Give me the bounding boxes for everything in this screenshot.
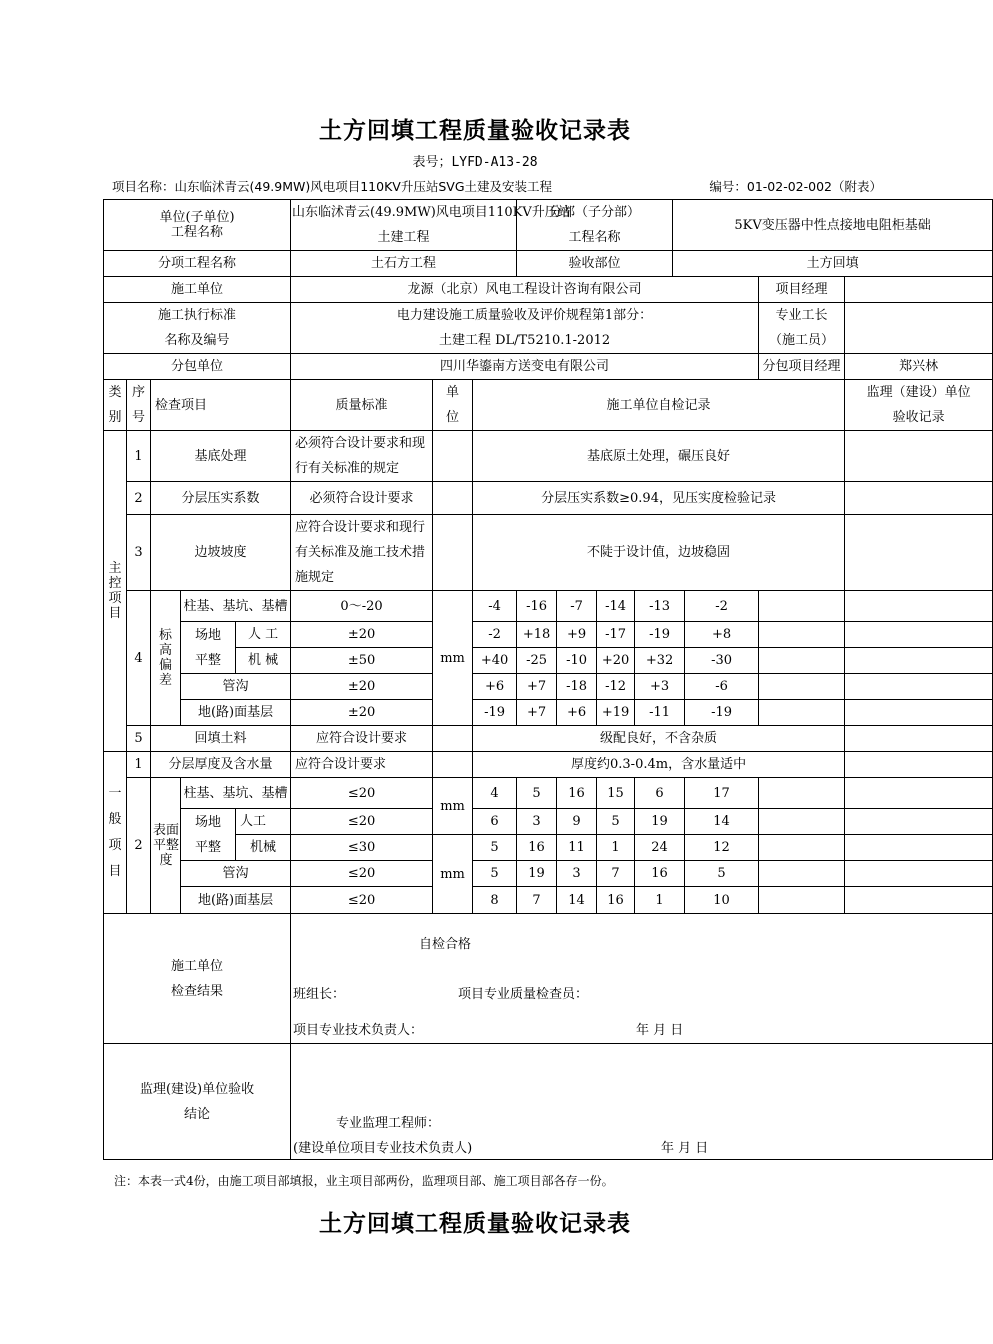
quality-inspector-label: 项目专业质量检查员： (458, 987, 589, 1002)
elev-val: +9 (557, 622, 597, 648)
flat-val: 6 (635, 778, 685, 809)
flat-val: 5 (473, 835, 517, 861)
main-std-3: 应符合设计要求和现行有关标准及施工技术措施规定 (291, 515, 433, 591)
flat-val: 19 (517, 861, 557, 887)
flat-val: 9 (557, 809, 597, 835)
main-row-2 (104, 482, 993, 515)
elev-name-2: 人 工 (236, 622, 291, 648)
elev-extra (759, 700, 845, 726)
elev-val: +6 (557, 700, 597, 726)
general-row-2d (104, 861, 993, 887)
flat-super-3 (845, 835, 993, 861)
flat-val: 1 (597, 835, 635, 861)
footnote: 注：本表一式4份，由施工项目部填报，业主项目部两份，监理项目部、施工项目部各存一份。 (114, 1174, 614, 1188)
elev-name-1: 柱基、基坑、基槽 (181, 591, 291, 622)
flat-val: 5 (685, 861, 759, 887)
flat-extra (759, 778, 845, 809)
flat-val: 17 (685, 778, 759, 809)
flatness-group-label: 表面平整度 (151, 778, 181, 914)
general-row-2b (104, 809, 993, 835)
elev-unit: mm (433, 591, 473, 726)
col-self-check: 施工单位自检记录 (473, 380, 845, 431)
flat-val: 4 (473, 778, 517, 809)
col-seq: 序 号 (127, 380, 151, 431)
elev-val: +20 (597, 648, 635, 674)
elev-val: -25 (517, 648, 557, 674)
self-check-result-label: 施工单位 检查结果 (104, 914, 291, 1044)
main-item-1: 基底处理 (151, 431, 291, 482)
elev-extra (759, 622, 845, 648)
elev-super-1 (845, 591, 993, 622)
sub-pm-label: 分包项目经理 (759, 354, 845, 380)
elev-val: +8 (685, 622, 759, 648)
flat-val: 14 (685, 809, 759, 835)
elev-super-5 (845, 700, 993, 726)
flat-val: 16 (517, 835, 557, 861)
main-unit-2 (433, 482, 473, 515)
elev-val: -19 (635, 622, 685, 648)
flat-val: 14 (557, 887, 597, 914)
accept-part-value: 土方回填 (673, 251, 993, 277)
flat-val: 8 (473, 887, 517, 914)
general-row-1 (104, 752, 993, 778)
flat-val: 10 (685, 887, 759, 914)
flat-name-1: 柱基、基坑、基槽 (181, 778, 291, 809)
contractor-value: 龙源（北京）风电工程设计咨询有限公司 (291, 277, 759, 303)
main-std-1: 必须符合设计要求和现行有关标准的规定 (291, 431, 433, 482)
main-seq-2: 2 (127, 482, 151, 515)
main-super-3 (845, 515, 993, 591)
division-name-label: 分部（子分部） 工程名称 (517, 200, 673, 251)
flat-extra (759, 835, 845, 861)
flat-val: 16 (635, 861, 685, 887)
elev-val: -2 (685, 591, 759, 622)
main-item-2: 分层压实系数 (151, 482, 291, 515)
elev-val: -10 (557, 648, 597, 674)
elev-val: -19 (473, 700, 517, 726)
elev-val: -7 (557, 591, 597, 622)
flat-val: 15 (597, 778, 635, 809)
flat-std-2: ≤20 (291, 809, 433, 835)
elev-super-4 (845, 674, 993, 700)
general-row-2c (104, 835, 993, 861)
elev-name-4: 管沟 (181, 674, 291, 700)
elev-val: +18 (517, 622, 557, 648)
flat-std-4: ≤20 (291, 861, 433, 887)
main-record-3: 不陡于设计值，边坡稳固 (473, 515, 845, 591)
inspection-form-table (103, 199, 993, 1160)
elev-std-2: ±20 (291, 622, 433, 648)
elev-val: +3 (635, 674, 685, 700)
flat-super-5 (845, 887, 993, 914)
main-unit-3 (433, 515, 473, 591)
elev-val: +40 (473, 648, 517, 674)
flat-val: 11 (557, 835, 597, 861)
general-unit-1 (433, 752, 473, 778)
main-super-2 (845, 482, 993, 515)
flat-name-3: 机械 (236, 835, 291, 861)
self-check-ok: 自检合格 (419, 937, 472, 952)
elev-val: -12 (597, 674, 635, 700)
elev-val: -13 (635, 591, 685, 622)
main-seq-1: 1 (127, 431, 151, 482)
project-manager-label: 项目经理 (759, 277, 845, 303)
owner-tech-lead-label: (建设单位项目专业技术负责人) (293, 1141, 473, 1156)
general-std-1: 应符合设计要求 (291, 752, 433, 778)
elev-val: -11 (635, 700, 685, 726)
elev-val: -14 (597, 591, 635, 622)
flat-extra (759, 887, 845, 914)
elev-name-5: 地(路)面基层 (181, 700, 291, 726)
elev-std-4: ±20 (291, 674, 433, 700)
project-manager-value (845, 277, 993, 303)
flat-val: 1 (635, 887, 685, 914)
elev-extra (759, 674, 845, 700)
standard-value: 电力建设施工质量验收及评价规程第1部分： 土建工程 DL/T5210.1-2012 (291, 303, 759, 354)
flat-super-2 (845, 809, 993, 835)
page-title: 土方回填工程质量验收记录表 (319, 118, 631, 144)
row-subitem (104, 251, 993, 277)
main-item-5: 回填土料 (151, 726, 291, 752)
flat-super-1 (845, 778, 993, 809)
col-item: 检查项目 (151, 380, 291, 431)
main-seq-4: 4 (127, 591, 151, 726)
main-unit-1 (433, 431, 473, 482)
conclusion-row (104, 1044, 993, 1160)
main-row-5 (104, 726, 993, 752)
foreman-value (845, 303, 993, 354)
main-std-2: 必须符合设计要求 (291, 482, 433, 515)
elev-val: -4 (473, 591, 517, 622)
document-number: 编号：01-02-02-002（附表） (709, 179, 882, 194)
sub-pm-value: 郑兴林 (845, 354, 993, 380)
col-unit: 单 位 (433, 380, 473, 431)
main-item-3: 边坡坡度 (151, 515, 291, 591)
flat-val: 19 (635, 809, 685, 835)
elev-extra (759, 648, 845, 674)
flat-unit-b: mm (433, 835, 473, 914)
main-seq-5: 5 (127, 726, 151, 752)
col-standard: 质量标准 (291, 380, 433, 431)
subitem-value: 土石方工程 (291, 251, 517, 277)
col-supervisor: 监理（建设）单位 验收记录 (845, 380, 993, 431)
conclusion-date: 年 月 日 (661, 1141, 709, 1156)
elev-std-3: ±50 (291, 648, 433, 674)
self-check-result-box (291, 914, 993, 1044)
result-date: 年 月 日 (636, 1023, 684, 1038)
general-category-label: 一般项目 (104, 752, 127, 914)
subcontractor-label: 分包单位 (104, 354, 291, 380)
flat-std-1: ≤20 (291, 778, 433, 809)
elev-val: +6 (473, 674, 517, 700)
elev-std-5: ±20 (291, 700, 433, 726)
main-row-4e (104, 700, 993, 726)
accept-part-label: 验收部位 (517, 251, 673, 277)
flat-std-3: ≤30 (291, 835, 433, 861)
flat-extra (759, 809, 845, 835)
standard-label: 施工执行标准 名称及编号 (104, 303, 291, 354)
elev-val: -6 (685, 674, 759, 700)
general-item-1: 分层厚度及含水量 (151, 752, 291, 778)
project-line (112, 177, 882, 195)
elev-val: +19 (597, 700, 635, 726)
main-row-3 (104, 515, 993, 591)
flat-val: 5 (517, 778, 557, 809)
flat-val: 16 (597, 887, 635, 914)
flat-val: 24 (635, 835, 685, 861)
main-row-4a (104, 591, 993, 622)
elev-name-3: 机 械 (236, 648, 291, 674)
flat-val: 7 (597, 861, 635, 887)
row-subcontractor (104, 354, 993, 380)
main-super-1 (845, 431, 993, 482)
repeat-title: 土方回填工程质量验收记录表 (319, 1211, 631, 1237)
column-header-row (104, 380, 993, 431)
general-row-2e (104, 887, 993, 914)
main-row-4c (104, 648, 993, 674)
form-code: 表号；LYFD-A13-28 (412, 155, 538, 170)
row-contractor (104, 277, 993, 303)
project-name: 项目名称：山东临沭青云(49.9MW)风电项目110KV升压站SVG土建及安装工程 (112, 179, 553, 194)
main-record-5: 级配良好，不含杂质 (473, 726, 845, 752)
flat-val: 6 (473, 809, 517, 835)
elev-val: -30 (685, 648, 759, 674)
flat-val: 5 (473, 861, 517, 887)
flat-std-5: ≤20 (291, 887, 433, 914)
row-standard (104, 303, 993, 354)
general-seq-2: 2 (127, 778, 151, 914)
row-unit-name (104, 200, 993, 251)
flat-unit-a: mm (433, 778, 473, 835)
conclusion-label: 监理(建设)单位验收 结论 (104, 1044, 291, 1160)
elev-val: -16 (517, 591, 557, 622)
unit-name-value: 山东临沭青云(49.9MW)风电项目110KV升压站 土建工程 (291, 200, 517, 251)
elev-std-1: 0～-20 (291, 591, 433, 622)
unit-name-label: 单位(子单位) 工程名称 (104, 200, 291, 251)
elev-val: -19 (685, 700, 759, 726)
elev-val: +7 (517, 700, 557, 726)
main-super-5 (845, 726, 993, 752)
elev-val: -2 (473, 622, 517, 648)
main-std-5: 应符合设计要求 (291, 726, 433, 752)
subcontractor-value: 四川华鎏南方送变电有限公司 (291, 354, 759, 380)
flat-name-4: 管沟 (181, 861, 291, 887)
elev-super-2 (845, 622, 993, 648)
general-record-1: 厚度约0.3-0.4m，含水量适中 (473, 752, 845, 778)
flat-name-5: 地(路)面基层 (181, 887, 291, 914)
general-super-1 (845, 752, 993, 778)
flat-val: 3 (517, 809, 557, 835)
elev-val: +32 (635, 648, 685, 674)
flat-val: 3 (557, 861, 597, 887)
flat-val: 12 (685, 835, 759, 861)
main-record-1: 基底原土处理，碾压良好 (473, 431, 845, 482)
general-seq-1: 1 (127, 752, 151, 778)
elev-extra (759, 591, 845, 622)
col-category: 类 别 (104, 380, 127, 431)
elev-super-3 (845, 648, 993, 674)
flat-val: 5 (597, 809, 635, 835)
foreman-label: 专业工长 （施工员） (759, 303, 845, 354)
elev-val: -18 (557, 674, 597, 700)
flat-name-2: 人工 (236, 809, 291, 835)
main-row-1 (104, 431, 993, 482)
flat-val: 7 (517, 887, 557, 914)
elev-val: +7 (517, 674, 557, 700)
flat-field-label: 场地 平整 (181, 809, 236, 861)
division-name-value: 5KV变压器中性点接地电阻柜基础 (673, 200, 993, 251)
subitem-label: 分项工程名称 (104, 251, 291, 277)
self-check-result-row (104, 914, 993, 1044)
conclusion-box (291, 1044, 993, 1160)
main-category-label: 主控项目 (104, 431, 127, 752)
main-record-2: 分层压实系数≥0.94，见压实度检验记录 (473, 482, 845, 515)
flat-super-4 (845, 861, 993, 887)
supervising-engineer-label: 专业监理工程师： (336, 1116, 441, 1131)
elev-field-label: 场地 平整 (181, 622, 236, 674)
general-row-2a (104, 778, 993, 809)
team-leader-label: 班组长： (293, 987, 346, 1002)
elevation-group-label: 标高偏差 (151, 591, 181, 726)
main-seq-3: 3 (127, 515, 151, 591)
flat-val: 16 (557, 778, 597, 809)
main-unit-5 (433, 726, 473, 752)
flat-extra (759, 861, 845, 887)
tech-lead-label: 项目专业技术负责人： (293, 1023, 424, 1038)
contractor-label: 施工单位 (104, 277, 291, 303)
main-row-4d (104, 674, 993, 700)
main-row-4b (104, 622, 993, 648)
elev-val: -17 (597, 622, 635, 648)
